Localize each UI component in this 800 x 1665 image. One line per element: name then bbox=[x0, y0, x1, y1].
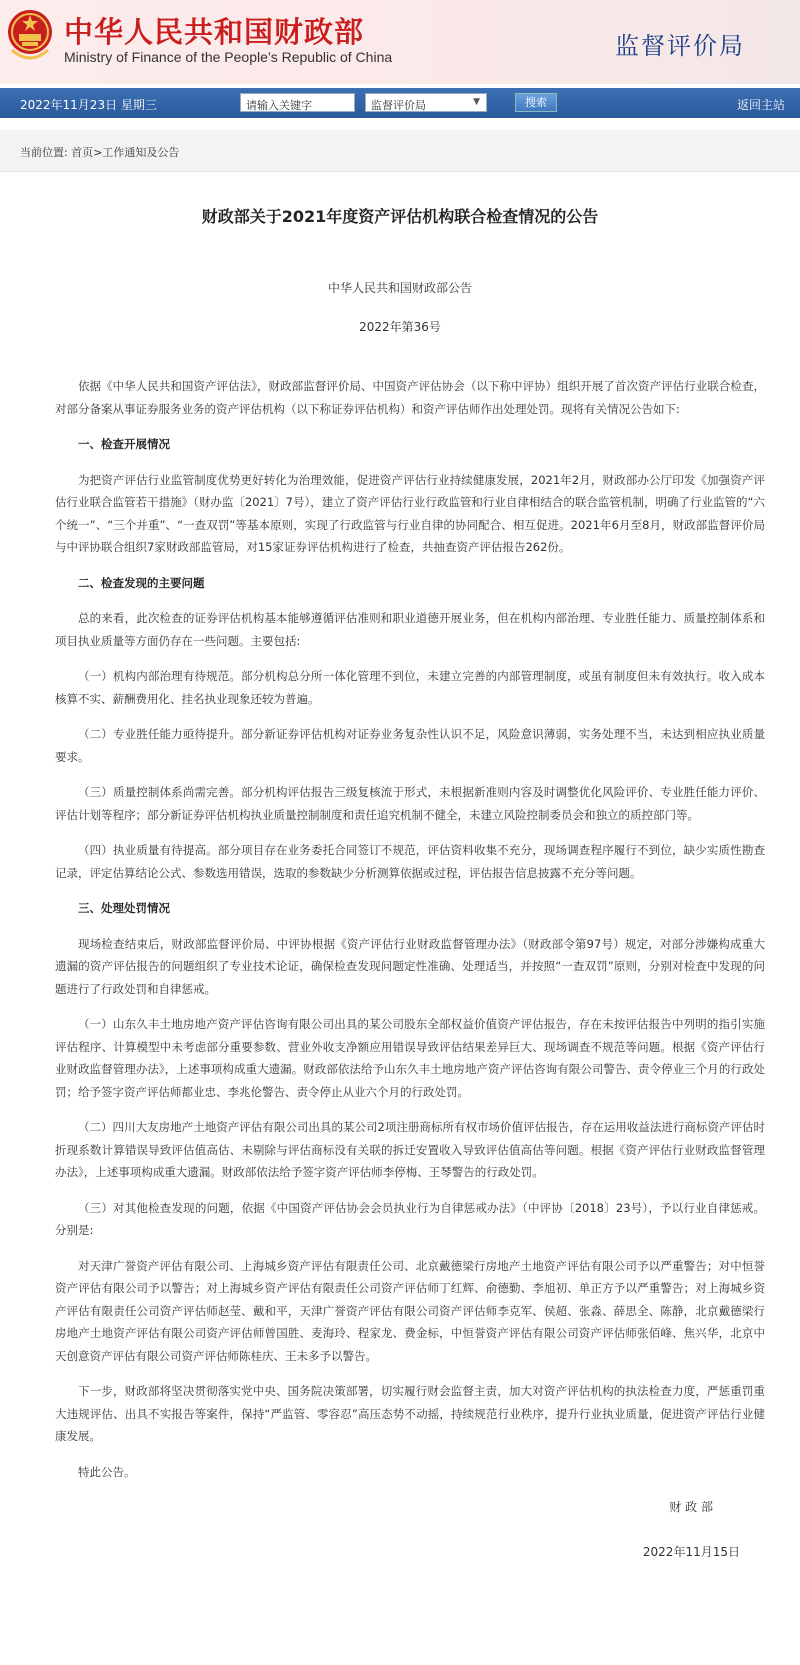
breadcrumb: 当前位置: 首页>工作通知及公告 bbox=[0, 130, 800, 172]
publish-date: 2022年11月15日 bbox=[642, 1544, 740, 1559]
back-to-main-link[interactable]: 返回主站 bbox=[736, 98, 785, 112]
article-issuer: 中华人民共和国财政部公告 bbox=[327, 281, 472, 295]
search-button[interactable]: 搜索 bbox=[515, 93, 557, 112]
section-heading-3: 三、处理处罚情况 bbox=[78, 901, 170, 915]
top-navbar bbox=[0, 88, 800, 118]
signature: 财 政 部 bbox=[669, 1500, 713, 1514]
site-title-en: Ministry of Finance of the People’s Republic of China bbox=[64, 49, 393, 65]
paragraph-closing: 特此公告。 bbox=[78, 1464, 136, 1479]
site-header bbox=[0, 0, 800, 84]
paragraph-intro: 依据《中华人民共和国资产评估法》，财政部监督评价局、中国资产评估协会（以下称中评协）组织开展了首次资产评估行业联合检查，对部分备案从事证券服务业务的资产评估机构（以下称证券评估机构）和资产评估师作出处理处罚。现将有关情况公告如下: bbox=[55, 379, 765, 416]
article-number: 2022年第36号 bbox=[359, 320, 441, 334]
site-title-zh: 中华人民共和国财政部 bbox=[64, 15, 365, 49]
paragraph: （二）专业胜任能力亟待提升。部分新证券评估机构对证券业务复杂性认识不足，风险意识薄弱，实务处理不当，未达到相应执业质量要求。 bbox=[55, 727, 765, 764]
paragraph: （三）质量控制体系尚需完善。部分机构评估报告三级复核流于形式，未根据新准则内容及时调整优化风险评价、专业胜任能力评价、评估计划等程序；部分新证券评估机构执业质量控制制度和责任追究机制不健全，未建立风险控制委员会和独立的质控部门等。 bbox=[55, 785, 765, 822]
department-select-value: 监督评价局 bbox=[371, 99, 426, 112]
search-input[interactable]: 请输入关键字 bbox=[240, 93, 355, 112]
section-heading-1: 一、检查开展情况 bbox=[78, 437, 170, 451]
section-heading-2: 二、检查发现的主要问题 bbox=[78, 575, 205, 590]
paragraph: （二）四川大友房地产土地资产评估有限公司出具的某公司2项注册商标所有权市场价值评估报告，存在运用收益法进行商标资产评估时折现系数计算错误导致评估值高估、未剔除与评估商标没有关联的拆迁安置收入导致评估值高估等问题。根据《资产评估行业财政监督管理办法》，上述事项构成重大遗漏。财政部依法给予签字资产评估师李停梅、王琴警告的行政处罚。 bbox=[55, 1120, 765, 1179]
article-body bbox=[55, 375, 765, 1563]
department-select[interactable] bbox=[365, 93, 487, 112]
paragraph: 现场检查结束后，财政部监督评价局、中评协根据《资产评估行业财政监督管理办法》（财政部令第97号）规定，对部分涉嫌构成重大遗漏的资产评估报告的问题组织了专业技术论证，确保检查发现问题定性准确、处理适当，并按照“一查双罚”原则，分别对检查中发现的问题进行了行政处罚和自律惩戒。 bbox=[55, 936, 765, 996]
chevron-down-icon: ▼ bbox=[473, 97, 480, 107]
paragraph: 对天津广誉资产评估有限公司、上海城乡资产评估有限责任公司、北京戴德梁行房地产土地资产评估有限公司予以严重警告；对中恒誉资产评估有限公司予以警告；对上海城乡资产评估有限责任公司资产评估师丁红辉、俞德勤、李旭初、单正方予以严重警告；对上海城乡资产评估有限责任公司资产评估师赵莹、戴和平，天津广誉资产评估有限公司资产评估师李克军、侯超、张淼、薛思全、陈静，北京戴德梁行房地产土地资产评估有限公司资产评估师曾国胜、麦海玲、程家龙、费金标，中恒誉资产评估有限公司资产评估师张佰峰、焦兴华，北京中天创意资产评估有限公司资产评估师陈桂庆、王未多予以警告。 bbox=[55, 1258, 765, 1363]
paragraph: （四）执业质量有待提高。部分项目存在业务委托合同签订不规范，评估资料收集不充分，现场调查程序履行不到位，缺少实质性勘查记录，评定估算结论公式、参数选用错误，选取的参数缺少分析测算依据或过程，评估报告信息披露不充分等问题。 bbox=[55, 843, 765, 880]
paragraph: （一）机构内部治理有待规范。部分机构总分所一体化管理不到位，未建立完善的内部管理制度，或虽有制度但未有效执行。收入成本核算不实、薪酬费用化、挂名执业现象还较为普遍。 bbox=[55, 669, 765, 706]
article bbox=[0, 204, 800, 1563]
paragraph: （一）山东久丰土地房地产资产评估咨询有限公司出具的某公司股东全部权益价值资产评估报告，存在未按评估报告中列明的指引实施评估程序、计算模型中未考虑部分重要参数、营业外收支净额应用错误导致评估结果差异巨大、现场调查不规范等问题。根据《资产评估行业财政监督管理办法》，上述事项构成重大遗漏。财政部依法给予山东久丰土地房地产资产评估咨询有限公司警告、责令停业三个月的行政处罚；给予签字资产评估师都业忠、李兆伦警告、责令停止从业六个月的行政处罚。 bbox=[55, 1017, 765, 1099]
paragraph: 为把资产评估行业监管制度优势更好转化为治理效能，促进资产评估行业持续健康发展，2021年2月，财政部办公厅印发《加强资产评估行业联合监管若干措施》（财办监〔2021〕7号），建立了资产评估行业行政监管和行业自律相结合的联合监管机制，明确了行业监管的“六个统一”、“三个并重”、“一查双罚”等基本原则，实现了行政监管与行业自律的协同配合、相互促进。2021年6月至8月，财政部监督评价局与中评协联合组织7家财政部监管局，对15家证券评估机构进行了检查，共抽查资产评估报告262份。 bbox=[55, 472, 765, 554]
paragraph: 下一步，财政部将坚决贯彻落实党中央、国务院决策部署，切实履行财会监督主责，加大对资产评估机构的执法检查力度，严惩重罚重大违规评估、出具不实报告等案件，保持“严监管、零容忍”高压态势不动摇，持续规范行业秩序，提升行业执业质量，促进资产评估行业健康发展。 bbox=[55, 1384, 765, 1443]
paragraph: 总的来看，此次检查的证券评估机构基本能够遵循评估准则和职业道德开展业务，但在机构内部治理、专业胜任能力、质量控制体系和项目执业质量等方面仍存在一些问题。主要包括: bbox=[55, 611, 765, 648]
paragraph: （三）对其他检查发现的问题，依据《中国资产评估协会会员执业行为自律惩戒办法》（中评协〔2018〕23号），予以行业自律惩戒。分别是: bbox=[55, 1200, 765, 1237]
current-date: 2022年11月23日 星期三 bbox=[20, 98, 157, 112]
article-title: 财政部关于2021年度资产评估机构联合检查情况的公告 bbox=[201, 207, 599, 226]
bureau-name: 监督评价局 bbox=[615, 32, 745, 60]
national-emblem-icon bbox=[6, 6, 54, 68]
